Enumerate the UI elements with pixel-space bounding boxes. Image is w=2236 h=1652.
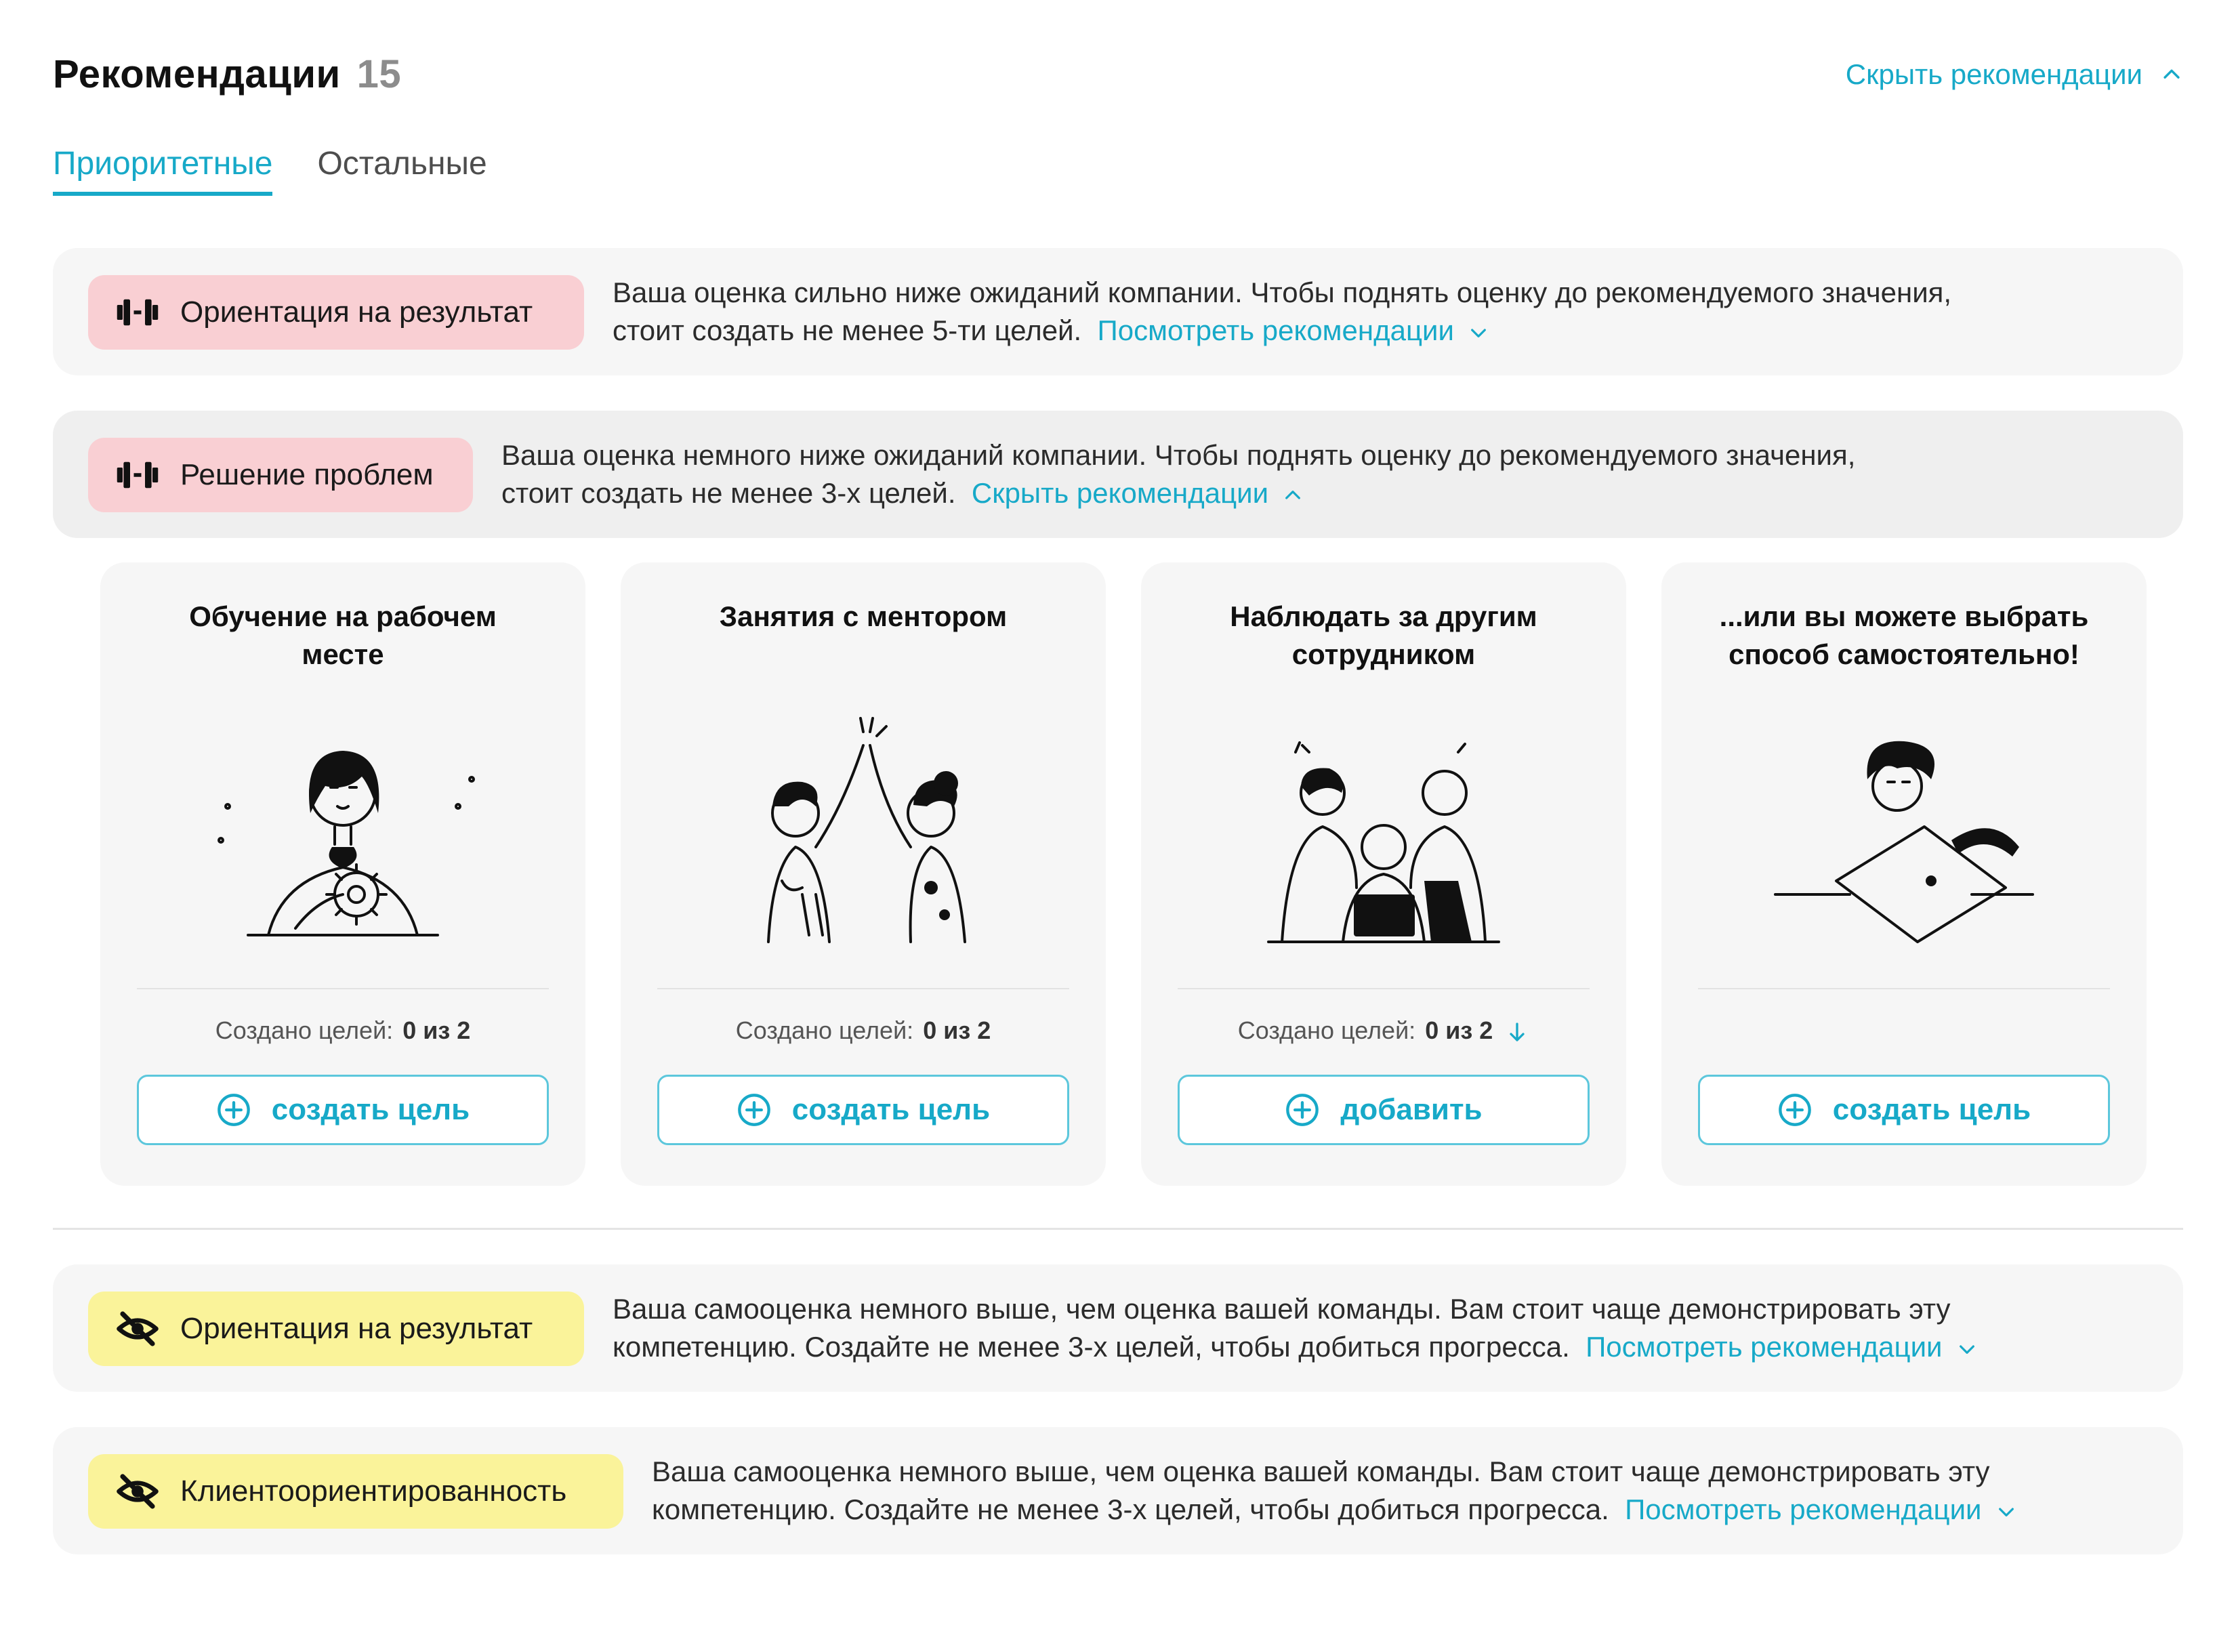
- hide-recommendations-label: Скрыть рекомендации: [1845, 58, 2142, 90]
- recommendation-item: [53, 411, 2183, 538]
- goals-created-counter: [100, 1016, 585, 1045]
- hide-recommendations-label: Скрыть рекомендации: [971, 477, 1269, 509]
- create-goal-label: создать цель: [791, 1093, 991, 1126]
- card-separator: [657, 988, 1069, 989]
- method-cards: [100, 562, 2147, 1186]
- recommendation-text-line: Ваша оценка немного ниже ожиданий компании. Чтобы поднять оценку до рекомендуемого значения,: [501, 439, 1856, 471]
- recommendation-text: [613, 274, 1951, 350]
- view-recommendations-link[interactable]: [1586, 1331, 1977, 1363]
- recommendation-text-line: [613, 312, 1951, 350]
- card-title-line: месте: [302, 638, 384, 670]
- recommendation-text-line2: стоит создать не менее 3-х целей.: [501, 477, 956, 509]
- tab-other[interactable]: Остальные: [317, 146, 487, 182]
- recommendation-text-line: Ваша самооценка немного выше, чем оценка вашей команды. Вам стоит чаще демонстрировать эту: [652, 1455, 1990, 1487]
- page-title: [53, 51, 401, 97]
- add-goal-button[interactable]: [1178, 1075, 1590, 1145]
- card-title-line: Занятия с ментором: [719, 600, 1008, 632]
- card-title: [1168, 598, 1599, 674]
- goals-created-value: 0 из 2: [1425, 1016, 1493, 1044]
- chevron-down-icon: [1468, 322, 1489, 344]
- hide-recommendations-link[interactable]: [972, 477, 1304, 509]
- competency-badge: [88, 275, 584, 350]
- view-recommendations-label: Посмотреть рекомендации: [1586, 1331, 1943, 1363]
- chevron-up-icon: [1282, 484, 1304, 506]
- method-card: [1141, 562, 1626, 1186]
- recommendations-count: 15: [356, 52, 402, 96]
- goals-created-value: 0 из 2: [923, 1016, 991, 1044]
- create-goal-button[interactable]: [657, 1075, 1069, 1145]
- view-recommendations-link[interactable]: [1625, 1493, 2016, 1525]
- dumbbell-icon: [115, 290, 160, 335]
- card-separator: [137, 988, 549, 989]
- competency-badge-label: Ориентация на результат: [180, 295, 533, 329]
- card-separator: [1178, 988, 1590, 989]
- view-recommendations-label: Посмотреть рекомендации: [1097, 314, 1454, 346]
- recommendation-item: [53, 1264, 2183, 1392]
- card-title-line: Наблюдать за другим: [1230, 600, 1537, 632]
- illustration-high-five: [707, 711, 1019, 955]
- recommendation-text: [652, 1453, 2017, 1529]
- card-title-line: ...или вы можете выбрать: [1719, 600, 2089, 632]
- add-goal-label: добавить: [1340, 1093, 1483, 1126]
- competency-badge: [88, 1454, 623, 1529]
- section-divider: [53, 1228, 2183, 1230]
- card-title-line: способ самостоятельно!: [1728, 638, 2079, 670]
- method-card: [100, 562, 585, 1186]
- hide-recommendations-link[interactable]: [1846, 58, 2183, 91]
- create-goal-label: создать цель: [271, 1093, 470, 1126]
- card-separator: [1698, 988, 2110, 989]
- goals-created-label: Создано целей:: [735, 1016, 914, 1044]
- recommendation-text-line2: компетенцию. Создайте не менее 3-х целей, чтобы добиться прогресса.: [613, 1331, 1570, 1363]
- goals-created-counter: [621, 1016, 1106, 1045]
- recommendation-text-line: [613, 1328, 1978, 1366]
- create-goal-button[interactable]: [137, 1075, 549, 1145]
- recommendation-text-line2: компетенцию. Создайте не менее 3-х целей, чтобы добиться прогресса.: [652, 1493, 1609, 1525]
- create-goal-label: создать цель: [1832, 1093, 2031, 1126]
- recommendation-text: [501, 436, 1855, 512]
- recommendation-text-line2: стоит создать не менее 5-ти целей.: [613, 314, 1082, 346]
- tabs: [53, 145, 487, 196]
- competency-badge-label: Клиентоориентированность: [180, 1474, 567, 1508]
- view-recommendations-link[interactable]: [1098, 314, 1489, 346]
- competency-badge-label: Ориентация на результат: [180, 1312, 533, 1345]
- goals-created-counter: [1141, 1016, 1626, 1045]
- recommendation-text: [613, 1290, 1978, 1366]
- method-card: [621, 562, 1106, 1186]
- goals-created-label: Создано целей:: [215, 1016, 394, 1044]
- plus-circle-icon: [1285, 1092, 1320, 1128]
- goals-created-value: 0 из 2: [402, 1016, 471, 1044]
- illustration-team-laptop: [1228, 711, 1539, 955]
- tab-priority[interactable]: Приоритетные: [53, 145, 272, 196]
- chevron-up-icon: [2160, 63, 2183, 86]
- recommendation-text-line: Ваша самооценка немного выше, чем оценка вашей команды. Вам стоит чаще демонстрировать эту: [613, 1293, 1951, 1325]
- plus-circle-icon: [216, 1092, 251, 1128]
- goals-created-label: Создано целей:: [1237, 1016, 1416, 1044]
- competency-badge-label: Решение проблем: [180, 458, 434, 491]
- chevron-down-icon: [1956, 1338, 1978, 1360]
- recommendation-item: [53, 1427, 2183, 1554]
- method-card: [1661, 562, 2147, 1186]
- illustration-woman-gear: [187, 711, 499, 955]
- card-title: [1689, 598, 2119, 674]
- recommendation-item: [53, 248, 2183, 375]
- card-title: [127, 598, 558, 674]
- card-title: [648, 598, 1079, 636]
- page-title-text: Рекомендации: [53, 52, 341, 96]
- competency-badge: [88, 438, 473, 512]
- dumbbell-icon: [115, 453, 160, 497]
- competency-badge: [88, 1292, 584, 1366]
- recommendation-text-line: [652, 1491, 2017, 1529]
- plus-circle-icon: [1777, 1092, 1813, 1128]
- arrow-down-icon[interactable]: [1505, 1020, 1529, 1044]
- eye-off-icon: [115, 1469, 160, 1514]
- create-goal-button[interactable]: [1698, 1075, 2110, 1145]
- recommendation-text-line: Ваша оценка сильно ниже ожиданий компании. Чтобы поднять оценку до рекомендуемого значения,: [613, 276, 1952, 308]
- card-title-line: Обучение на рабочем: [189, 600, 497, 632]
- recommendations-header: [53, 51, 2183, 106]
- card-title-line: сотрудником: [1291, 638, 1476, 670]
- chevron-down-icon: [1995, 1501, 2017, 1523]
- plus-circle-icon: [737, 1092, 772, 1128]
- view-recommendations-label: Посмотреть рекомендации: [1625, 1493, 1982, 1525]
- recommendation-text-line: [501, 474, 1855, 512]
- illustration-man-laptop: [1748, 711, 2060, 955]
- eye-off-icon: [115, 1306, 160, 1351]
